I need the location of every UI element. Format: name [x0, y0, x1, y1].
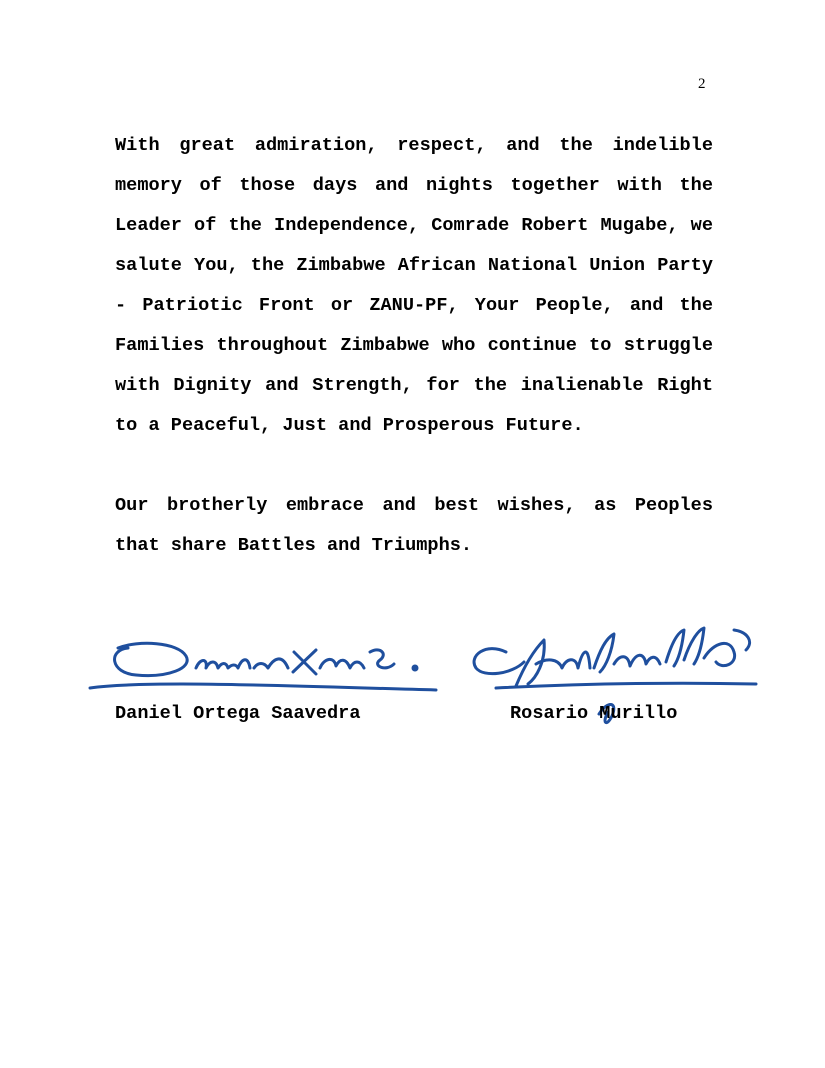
page-number: 2 [698, 76, 706, 92]
ortega-signature-icon [88, 628, 448, 703]
letter-body [115, 126, 713, 566]
letter-paragraph: With great admiration, respect, and the indelible memory of those days and nights together with the Leader of the Independence, Comrade Robert Mugabe, we salute You, the Zimbabwe African National Union Party - Patriotic Front or ZANU-PF, Your People, and the Families throughout Zimbabwe who continue to struggle with Dignity and Strength, for the inalienable Right to a Peaceful, Just and Prosperous Future. [115, 135, 713, 436]
signatory-name-ortega: Daniel Ortega Saavedra [115, 703, 361, 724]
signatory-name-murillo: Rosario Murillo [510, 703, 678, 724]
closing-paragraph: Our brotherly embrace and best wishes, as Peoples that share Battles and Triumphs. [115, 495, 713, 556]
